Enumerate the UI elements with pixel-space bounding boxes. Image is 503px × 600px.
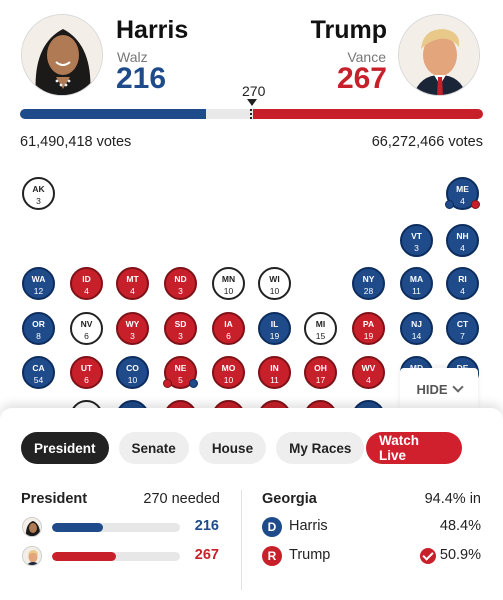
state-trump-pct: 50.9% <box>439 547 481 563</box>
hide-label: HIDE <box>416 381 448 397</box>
trump-popular-votes: 66,272,466 votes <box>371 134 483 150</box>
state-abbr: CO <box>126 363 139 373</box>
electoral-bar-midline <box>250 109 252 119</box>
state-abbr: NH <box>456 231 469 241</box>
state-trump-name: Trump <box>289 547 331 563</box>
state-electoral-votes: 10 <box>223 286 234 296</box>
harris-portrait <box>21 14 103 96</box>
state-tile-me[interactable] <box>446 177 479 210</box>
state-electoral-votes: 6 <box>84 331 89 341</box>
state-electoral-votes: 11 <box>270 375 279 385</box>
tab-senate[interactable]: Senate <box>119 432 189 464</box>
state-tile-co[interactable] <box>116 356 149 389</box>
electoral-bar-dem <box>20 109 206 119</box>
state-tile-nv[interactable] <box>70 312 103 345</box>
state-abbr: CA <box>32 363 45 373</box>
state-abbr: MI <box>315 319 326 329</box>
state-tile-vt[interactable] <box>400 224 433 257</box>
state-electoral-votes: 4 <box>460 243 465 253</box>
walz-name: Walz <box>117 49 148 65</box>
state-tile-nh[interactable] <box>446 224 479 257</box>
state-tile-id[interactable] <box>70 267 103 300</box>
state-tile-ak[interactable] <box>22 177 55 210</box>
chevron-down-icon <box>452 381 463 392</box>
state-tile-oh[interactable] <box>304 356 337 389</box>
state-tile-wa[interactable] <box>22 267 55 300</box>
state-electoral-votes: 4 <box>460 286 465 296</box>
trump-electoral-votes: 267 <box>336 62 387 95</box>
state-abbr: OH <box>314 363 327 373</box>
state-tile-pa[interactable] <box>352 312 385 345</box>
state-abbr: ID <box>82 274 91 284</box>
state-tile-nj[interactable] <box>400 312 433 345</box>
state-electoral-votes: 54 <box>33 375 44 385</box>
harris-popular-votes: 61,490,418 votes <box>20 134 132 150</box>
state-abbr: RI <box>458 274 467 284</box>
state-abbr: OR <box>32 319 45 329</box>
state-electoral-votes: 12 <box>33 286 44 296</box>
state-electoral-votes: 3 <box>36 196 41 206</box>
state-electoral-votes: 15 <box>315 331 326 341</box>
state-abbr: NE <box>174 363 187 373</box>
state-electoral-votes: 7 <box>460 331 465 341</box>
state-tile-nd[interactable] <box>164 267 197 300</box>
state-electoral-votes: 3 <box>414 243 419 253</box>
trump-mini-avatar <box>22 546 42 566</box>
state-tile-wv[interactable] <box>352 356 385 389</box>
tab-house[interactable]: House <box>199 432 266 464</box>
state-tile-ia[interactable] <box>212 312 245 345</box>
state-harris-name: Harris <box>289 518 328 534</box>
harris-progress-fill <box>52 523 103 532</box>
district-split-dot <box>445 200 454 209</box>
state-tile-il[interactable] <box>258 312 291 345</box>
state-tile-or[interactable] <box>22 312 55 345</box>
state-electoral-votes: 10 <box>269 286 280 296</box>
state-abbr: SD <box>174 319 187 329</box>
reporting-percentage: 94.4% in <box>424 491 481 507</box>
state-abbr: WI <box>269 274 280 284</box>
state-electoral-votes: 3 <box>178 331 183 341</box>
state-tile-mt[interactable] <box>116 267 149 300</box>
state-abbr: MO <box>221 363 236 373</box>
republican-badge: R <box>262 546 282 566</box>
harris-panel-votes: 216 <box>194 518 219 534</box>
state-electoral-votes: 17 <box>315 375 326 385</box>
state-tile-ct[interactable] <box>446 312 479 345</box>
votes-needed-label: 270 needed <box>143 491 220 507</box>
state-abbr: NJ <box>411 319 422 329</box>
district-split-dot <box>471 200 480 209</box>
state-abbr: UT <box>80 363 93 373</box>
state-electoral-votes: 14 <box>411 331 422 341</box>
state-electoral-votes: 11 <box>412 286 421 296</box>
state-electoral-votes: 6 <box>226 331 231 341</box>
state-abbr: WY <box>125 319 140 329</box>
electoral-vote-bar <box>20 109 483 119</box>
state-harris-pct: 48.4% <box>439 518 481 534</box>
state-electoral-votes: 8 <box>36 331 41 341</box>
harris-progress-bar <box>52 523 180 532</box>
trump-panel-votes: 267 <box>194 547 219 563</box>
state-abbr: NV <box>80 319 93 329</box>
state-abbr: MN <box>221 274 236 284</box>
state-abbr: ND <box>174 274 187 284</box>
state-tile-ma[interactable] <box>400 267 433 300</box>
president-section-title: President <box>21 491 88 507</box>
threshold-label: 270 <box>242 83 266 99</box>
state-abbr: MA <box>409 274 424 284</box>
state-tile-ca[interactable] <box>22 356 55 389</box>
state-electoral-votes: 19 <box>363 331 374 341</box>
state-abbr: IL <box>270 319 279 329</box>
state-electoral-votes: 4 <box>366 375 371 385</box>
state-electoral-votes: 19 <box>269 331 280 341</box>
state-tile-ri[interactable] <box>446 267 479 300</box>
state-title[interactable]: Georgia <box>262 491 317 507</box>
state-electoral-votes: 10 <box>127 375 138 385</box>
state-tile-mo[interactable] <box>212 356 245 389</box>
state-abbr: AK <box>32 184 45 194</box>
race-tabs <box>21 432 364 464</box>
state-electoral-votes: 5 <box>178 375 183 385</box>
state-electoral-votes: 6 <box>84 375 89 385</box>
state-electoral-votes: 10 <box>223 375 234 385</box>
panel-divider <box>241 490 242 590</box>
state-abbr: ME <box>456 184 469 194</box>
threshold-arrow-icon <box>247 99 257 106</box>
hide-map-button[interactable] <box>400 368 478 410</box>
harris-mini-avatar <box>22 517 42 537</box>
state-electoral-votes: 28 <box>363 286 374 296</box>
state-tile-wi[interactable] <box>258 267 291 300</box>
state-tile-wy[interactable] <box>116 312 149 345</box>
state-tile-ne[interactable] <box>164 356 197 389</box>
state-tile-mn[interactable] <box>212 267 245 300</box>
district-split-dot <box>189 379 198 388</box>
electoral-bar-rep <box>253 109 483 119</box>
state-tile-mi[interactable] <box>304 312 337 345</box>
harris-electoral-votes: 216 <box>116 62 167 95</box>
state-abbr: CT <box>456 319 469 329</box>
state-abbr: IN <box>270 363 279 373</box>
trump-progress-bar <box>52 552 180 561</box>
state-tile-ut[interactable] <box>70 356 103 389</box>
state-electoral-votes: 4 <box>130 286 135 296</box>
democrat-badge: D <box>262 517 282 537</box>
district-split-dot <box>163 379 172 388</box>
state-electoral-votes: 4 <box>84 286 89 296</box>
state-tile-sd[interactable] <box>164 312 197 345</box>
state-abbr: IA <box>224 319 233 329</box>
trump-name: Trump <box>310 16 387 44</box>
state-electoral-votes: 4 <box>460 196 465 206</box>
state-abbr: PA <box>362 319 375 329</box>
results-panel <box>0 408 503 600</box>
vance-name: Vance <box>347 49 386 65</box>
state-abbr: WV <box>361 363 376 373</box>
winner-check-icon <box>420 548 436 564</box>
state-abbr: MT <box>126 274 139 284</box>
tab-president[interactable]: President <box>21 432 109 464</box>
state-abbr: WA <box>31 274 46 284</box>
state-tile-ny[interactable] <box>352 267 385 300</box>
harris-name: Harris <box>116 16 189 44</box>
tab-my-races[interactable]: My Races <box>276 432 364 464</box>
trump-progress-fill <box>52 552 116 561</box>
state-abbr: NY <box>362 274 375 284</box>
watch-live-button[interactable]: Watch Live <box>366 432 462 464</box>
state-abbr: VT <box>411 231 422 241</box>
state-tile-in[interactable] <box>258 356 291 389</box>
state-electoral-votes: 3 <box>130 331 135 341</box>
state-electoral-votes: 3 <box>178 286 183 296</box>
trump-portrait <box>398 14 480 96</box>
